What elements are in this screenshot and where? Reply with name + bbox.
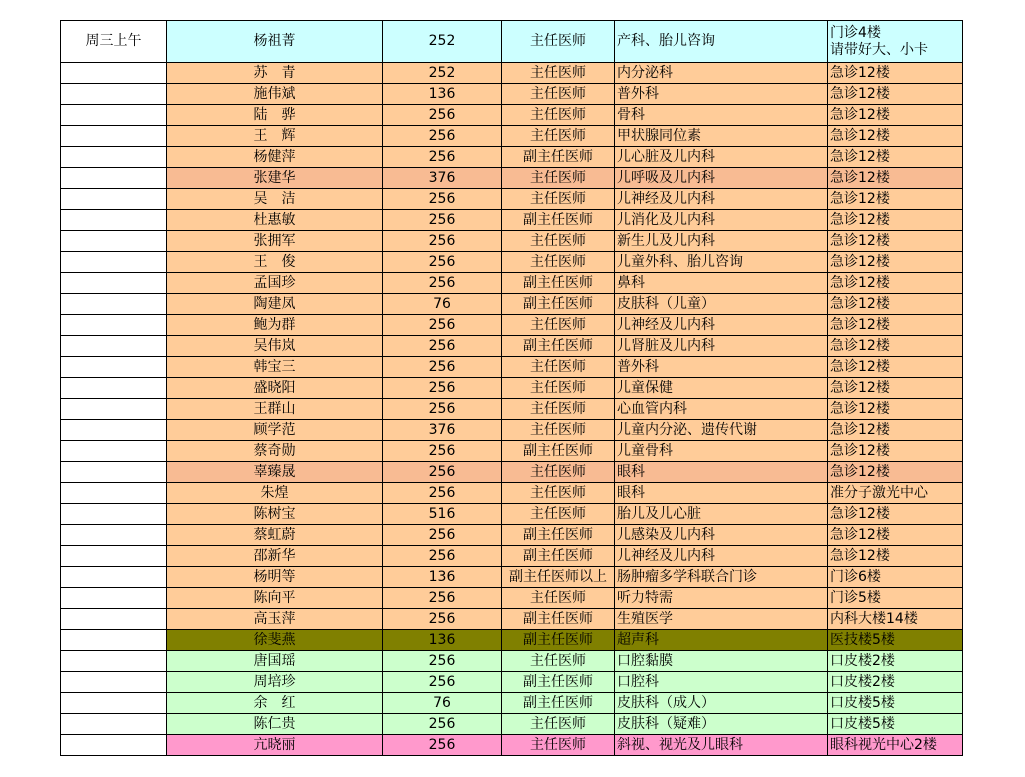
day-cell bbox=[61, 147, 167, 168]
fee-cell: 136 bbox=[383, 567, 502, 588]
specialty-cell: 皮肤科（成人） bbox=[615, 693, 828, 714]
day-cell bbox=[61, 567, 167, 588]
specialty-cell: 儿童骨科 bbox=[615, 441, 828, 462]
fee-cell: 256 bbox=[383, 672, 502, 693]
doctor-name-cell: 吴伟岚 bbox=[167, 336, 383, 357]
table-row bbox=[61, 420, 963, 441]
specialty-cell: 儿消化及儿内科 bbox=[615, 210, 828, 231]
specialty-cell: 产科、胎儿咨询 bbox=[615, 21, 828, 63]
location-cell: 急诊12楼 bbox=[828, 168, 963, 189]
doctor-name-cell: 余 红 bbox=[167, 693, 383, 714]
day-cell bbox=[61, 462, 167, 483]
doctor-name-cell: 施伟斌 bbox=[167, 84, 383, 105]
doctor-name-cell: 顾学范 bbox=[167, 420, 383, 441]
title-cell: 主任医师 bbox=[502, 231, 615, 252]
location-cell: 急诊12楼 bbox=[828, 546, 963, 567]
specialty-cell: 皮肤科（儿童） bbox=[615, 294, 828, 315]
specialty-cell: 甲状腺同位素 bbox=[615, 126, 828, 147]
location-cell: 内科大楼14楼 bbox=[828, 609, 963, 630]
fee-cell: 376 bbox=[383, 168, 502, 189]
title-cell: 主任医师 bbox=[502, 462, 615, 483]
fee-cell: 256 bbox=[383, 273, 502, 294]
specialty-cell: 胎儿及儿心脏 bbox=[615, 504, 828, 525]
fee-cell: 256 bbox=[383, 105, 502, 126]
day-cell bbox=[61, 630, 167, 651]
fee-cell: 256 bbox=[383, 462, 502, 483]
specialty-cell: 普外科 bbox=[615, 84, 828, 105]
doctor-name-cell: 邵新华 bbox=[167, 546, 383, 567]
title-cell: 主任医师 bbox=[502, 504, 615, 525]
location-cell: 急诊12楼 bbox=[828, 336, 963, 357]
clinic-schedule-table bbox=[60, 20, 963, 756]
specialty-cell: 儿童内分泌、遗传代谢 bbox=[615, 420, 828, 441]
doctor-name-cell: 张建华 bbox=[167, 168, 383, 189]
day-cell bbox=[61, 189, 167, 210]
table-row bbox=[61, 546, 963, 567]
doctor-name-cell: 陈树宝 bbox=[167, 504, 383, 525]
table-row bbox=[61, 357, 963, 378]
location-cell: 急诊12楼 bbox=[828, 378, 963, 399]
location-cell: 急诊12楼 bbox=[828, 294, 963, 315]
day-cell bbox=[61, 420, 167, 441]
specialty-cell: 普外科 bbox=[615, 357, 828, 378]
specialty-cell: 内分泌科 bbox=[615, 63, 828, 84]
location-cell: 口皮楼5楼 bbox=[828, 714, 963, 735]
specialty-cell: 儿神经及儿内科 bbox=[615, 546, 828, 567]
location-cell: 急诊12楼 bbox=[828, 357, 963, 378]
doctor-name-cell: 朱煌 bbox=[167, 483, 383, 504]
specialty-cell: 儿神经及儿内科 bbox=[615, 189, 828, 210]
fee-cell: 256 bbox=[383, 357, 502, 378]
specialty-cell: 眼科 bbox=[615, 462, 828, 483]
day-cell bbox=[61, 378, 167, 399]
day-cell bbox=[61, 126, 167, 147]
location-cell: 口皮楼2楼 bbox=[828, 672, 963, 693]
fee-cell: 256 bbox=[383, 714, 502, 735]
title-cell: 副主任医师 bbox=[502, 672, 615, 693]
doctor-name-cell: 张拥军 bbox=[167, 231, 383, 252]
table-row bbox=[61, 21, 963, 63]
fee-cell: 256 bbox=[383, 231, 502, 252]
day-cell bbox=[61, 441, 167, 462]
doctor-name-cell: 韩宝三 bbox=[167, 357, 383, 378]
fee-cell: 76 bbox=[383, 294, 502, 315]
fee-cell: 252 bbox=[383, 63, 502, 84]
location-cell: 医技楼5楼 bbox=[828, 630, 963, 651]
day-cell: 周三上午 bbox=[61, 21, 167, 63]
fee-cell: 256 bbox=[383, 609, 502, 630]
doctor-name-cell: 王 俊 bbox=[167, 252, 383, 273]
table-row bbox=[61, 651, 963, 672]
fee-cell: 256 bbox=[383, 651, 502, 672]
fee-cell: 256 bbox=[383, 252, 502, 273]
location-cell: 门诊6楼 bbox=[828, 567, 963, 588]
specialty-cell: 斜视、视光及儿眼科 bbox=[615, 735, 828, 756]
location-cell: 急诊12楼 bbox=[828, 462, 963, 483]
fee-cell: 136 bbox=[383, 84, 502, 105]
specialty-cell: 眼科 bbox=[615, 483, 828, 504]
table-row bbox=[61, 168, 963, 189]
day-cell bbox=[61, 336, 167, 357]
day-cell bbox=[61, 252, 167, 273]
location-cell: 急诊12楼 bbox=[828, 315, 963, 336]
table-row bbox=[61, 378, 963, 399]
title-cell: 主任医师 bbox=[502, 735, 615, 756]
location-cell: 急诊12楼 bbox=[828, 252, 963, 273]
doctor-name-cell: 杜惠敏 bbox=[167, 210, 383, 231]
title-cell: 副主任医师 bbox=[502, 210, 615, 231]
day-cell bbox=[61, 525, 167, 546]
table-row bbox=[61, 147, 963, 168]
doctor-name-cell: 高玉萍 bbox=[167, 609, 383, 630]
title-cell: 主任医师 bbox=[502, 420, 615, 441]
fee-cell: 256 bbox=[383, 126, 502, 147]
day-cell bbox=[61, 693, 167, 714]
table-row bbox=[61, 693, 963, 714]
specialty-cell: 肠肿瘤多学科联合门诊 bbox=[615, 567, 828, 588]
title-cell: 副主任医师以上 bbox=[502, 567, 615, 588]
doctor-name-cell: 杨明等 bbox=[167, 567, 383, 588]
day-cell bbox=[61, 504, 167, 525]
table-row bbox=[61, 630, 963, 651]
day-cell bbox=[61, 399, 167, 420]
title-cell: 主任医师 bbox=[502, 189, 615, 210]
table-row bbox=[61, 504, 963, 525]
specialty-cell: 心血管内科 bbox=[615, 399, 828, 420]
specialty-cell: 儿童保健 bbox=[615, 378, 828, 399]
doctor-name-cell: 孟国珍 bbox=[167, 273, 383, 294]
fee-cell: 136 bbox=[383, 630, 502, 651]
specialty-cell: 儿呼吸及儿内科 bbox=[615, 168, 828, 189]
location-cell: 门诊4楼 请带好大、小卡 bbox=[828, 21, 963, 63]
title-cell: 副主任医师 bbox=[502, 147, 615, 168]
day-cell bbox=[61, 105, 167, 126]
fee-cell: 76 bbox=[383, 693, 502, 714]
day-cell bbox=[61, 357, 167, 378]
fee-cell: 256 bbox=[383, 210, 502, 231]
table-row bbox=[61, 567, 963, 588]
fee-cell: 256 bbox=[383, 315, 502, 336]
location-cell: 眼科视光中心2楼 bbox=[828, 735, 963, 756]
location-cell: 急诊12楼 bbox=[828, 147, 963, 168]
table-row bbox=[61, 210, 963, 231]
location-cell: 急诊12楼 bbox=[828, 231, 963, 252]
doctor-name-cell: 徐斐燕 bbox=[167, 630, 383, 651]
title-cell: 主任医师 bbox=[502, 126, 615, 147]
title-cell: 主任医师 bbox=[502, 84, 615, 105]
specialty-cell: 儿童外科、胎儿咨询 bbox=[615, 252, 828, 273]
day-cell bbox=[61, 168, 167, 189]
title-cell: 主任医师 bbox=[502, 357, 615, 378]
table-row bbox=[61, 231, 963, 252]
fee-cell: 376 bbox=[383, 420, 502, 441]
location-cell: 急诊12楼 bbox=[828, 126, 963, 147]
title-cell: 主任医师 bbox=[502, 399, 615, 420]
day-cell bbox=[61, 294, 167, 315]
day-cell bbox=[61, 273, 167, 294]
table-row bbox=[61, 735, 963, 756]
title-cell: 主任医师 bbox=[502, 651, 615, 672]
table-row bbox=[61, 252, 963, 273]
table-row bbox=[61, 315, 963, 336]
doctor-name-cell: 蔡奇勋 bbox=[167, 441, 383, 462]
specialty-cell: 新生儿及儿内科 bbox=[615, 231, 828, 252]
location-cell: 急诊12楼 bbox=[828, 210, 963, 231]
location-cell: 急诊12楼 bbox=[828, 504, 963, 525]
doctor-name-cell: 吴 洁 bbox=[167, 189, 383, 210]
title-cell: 主任医师 bbox=[502, 588, 615, 609]
location-cell: 急诊12楼 bbox=[828, 84, 963, 105]
fee-cell: 256 bbox=[383, 378, 502, 399]
fee-cell: 256 bbox=[383, 483, 502, 504]
fee-cell: 256 bbox=[383, 189, 502, 210]
fee-cell: 516 bbox=[383, 504, 502, 525]
table-row bbox=[61, 189, 963, 210]
title-cell: 副主任医师 bbox=[502, 294, 615, 315]
location-cell: 急诊12楼 bbox=[828, 273, 963, 294]
location-cell: 口皮楼2楼 bbox=[828, 651, 963, 672]
table-row bbox=[61, 105, 963, 126]
specialty-cell: 儿神经及儿内科 bbox=[615, 315, 828, 336]
title-cell: 副主任医师 bbox=[502, 273, 615, 294]
title-cell: 副主任医师 bbox=[502, 441, 615, 462]
specialty-cell: 皮肤科（疑难） bbox=[615, 714, 828, 735]
location-cell: 急诊12楼 bbox=[828, 105, 963, 126]
table-row bbox=[61, 126, 963, 147]
table-row bbox=[61, 672, 963, 693]
doctor-name-cell: 唐国瑶 bbox=[167, 651, 383, 672]
doctor-name-cell: 陆 骅 bbox=[167, 105, 383, 126]
day-cell bbox=[61, 63, 167, 84]
title-cell: 主任医师 bbox=[502, 63, 615, 84]
title-cell: 主任医师 bbox=[502, 714, 615, 735]
location-cell: 门诊5楼 bbox=[828, 588, 963, 609]
title-cell: 副主任医师 bbox=[502, 630, 615, 651]
specialty-cell: 口腔黏膜 bbox=[615, 651, 828, 672]
table-row bbox=[61, 462, 963, 483]
specialty-cell: 儿感染及儿内科 bbox=[615, 525, 828, 546]
location-cell: 急诊12楼 bbox=[828, 525, 963, 546]
title-cell: 副主任医师 bbox=[502, 609, 615, 630]
doctor-name-cell: 周培珍 bbox=[167, 672, 383, 693]
doctor-name-cell: 王群山 bbox=[167, 399, 383, 420]
doctor-name-cell: 陈仁贵 bbox=[167, 714, 383, 735]
table-row bbox=[61, 63, 963, 84]
doctor-name-cell: 杨祖菁 bbox=[167, 21, 383, 63]
specialty-cell: 听力特需 bbox=[615, 588, 828, 609]
specialty-cell: 口腔科 bbox=[615, 672, 828, 693]
doctor-name-cell: 陈向平 bbox=[167, 588, 383, 609]
day-cell bbox=[61, 483, 167, 504]
title-cell: 副主任医师 bbox=[502, 546, 615, 567]
title-cell: 主任医师 bbox=[502, 315, 615, 336]
title-cell: 主任医师 bbox=[502, 252, 615, 273]
location-cell: 急诊12楼 bbox=[828, 441, 963, 462]
title-cell: 副主任医师 bbox=[502, 693, 615, 714]
day-cell bbox=[61, 651, 167, 672]
doctor-name-cell: 王 辉 bbox=[167, 126, 383, 147]
day-cell bbox=[61, 315, 167, 336]
table-row bbox=[61, 525, 963, 546]
day-cell bbox=[61, 609, 167, 630]
location-cell: 口皮楼5楼 bbox=[828, 693, 963, 714]
day-cell bbox=[61, 84, 167, 105]
doctor-name-cell: 蔡虹蔚 bbox=[167, 525, 383, 546]
doctor-name-cell: 亢晓丽 bbox=[167, 735, 383, 756]
day-cell bbox=[61, 231, 167, 252]
specialty-cell: 生殖医学 bbox=[615, 609, 828, 630]
fee-cell: 256 bbox=[383, 441, 502, 462]
fee-cell: 256 bbox=[383, 399, 502, 420]
doctor-name-cell: 鲍为群 bbox=[167, 315, 383, 336]
specialty-cell: 儿肾脏及儿内科 bbox=[615, 336, 828, 357]
title-cell: 主任医师 bbox=[502, 483, 615, 504]
table-row bbox=[61, 84, 963, 105]
table-row bbox=[61, 336, 963, 357]
location-cell: 急诊12楼 bbox=[828, 189, 963, 210]
location-cell: 准分子激光中心 bbox=[828, 483, 963, 504]
table-row bbox=[61, 609, 963, 630]
fee-cell: 256 bbox=[383, 588, 502, 609]
doctor-name-cell: 盛晓阳 bbox=[167, 378, 383, 399]
doctor-name-cell: 辜臻晟 bbox=[167, 462, 383, 483]
table-row bbox=[61, 588, 963, 609]
table-row bbox=[61, 294, 963, 315]
specialty-cell: 儿心脏及儿内科 bbox=[615, 147, 828, 168]
day-cell bbox=[61, 546, 167, 567]
specialty-cell: 鼻科 bbox=[615, 273, 828, 294]
fee-cell: 256 bbox=[383, 147, 502, 168]
location-cell: 急诊12楼 bbox=[828, 63, 963, 84]
day-cell bbox=[61, 714, 167, 735]
location-cell: 急诊12楼 bbox=[828, 399, 963, 420]
doctor-name-cell: 苏 青 bbox=[167, 63, 383, 84]
doctor-name-cell: 陶建凤 bbox=[167, 294, 383, 315]
doctor-name-cell: 杨健萍 bbox=[167, 147, 383, 168]
schedule-body bbox=[61, 21, 963, 756]
fee-cell: 252 bbox=[383, 21, 502, 63]
fee-cell: 256 bbox=[383, 525, 502, 546]
location-cell: 急诊12楼 bbox=[828, 420, 963, 441]
table-row bbox=[61, 714, 963, 735]
table-row bbox=[61, 441, 963, 462]
title-cell: 主任医师 bbox=[502, 105, 615, 126]
table-row bbox=[61, 399, 963, 420]
title-cell: 副主任医师 bbox=[502, 336, 615, 357]
table-row bbox=[61, 483, 963, 504]
specialty-cell: 骨科 bbox=[615, 105, 828, 126]
day-cell bbox=[61, 735, 167, 756]
title-cell: 主任医师 bbox=[502, 168, 615, 189]
table-row bbox=[61, 273, 963, 294]
day-cell bbox=[61, 672, 167, 693]
fee-cell: 256 bbox=[383, 546, 502, 567]
day-cell bbox=[61, 588, 167, 609]
title-cell: 主任医师 bbox=[502, 378, 615, 399]
title-cell: 主任医师 bbox=[502, 21, 615, 63]
fee-cell: 256 bbox=[383, 336, 502, 357]
specialty-cell: 超声科 bbox=[615, 630, 828, 651]
day-cell bbox=[61, 210, 167, 231]
title-cell: 副主任医师 bbox=[502, 525, 615, 546]
fee-cell: 256 bbox=[383, 735, 502, 756]
